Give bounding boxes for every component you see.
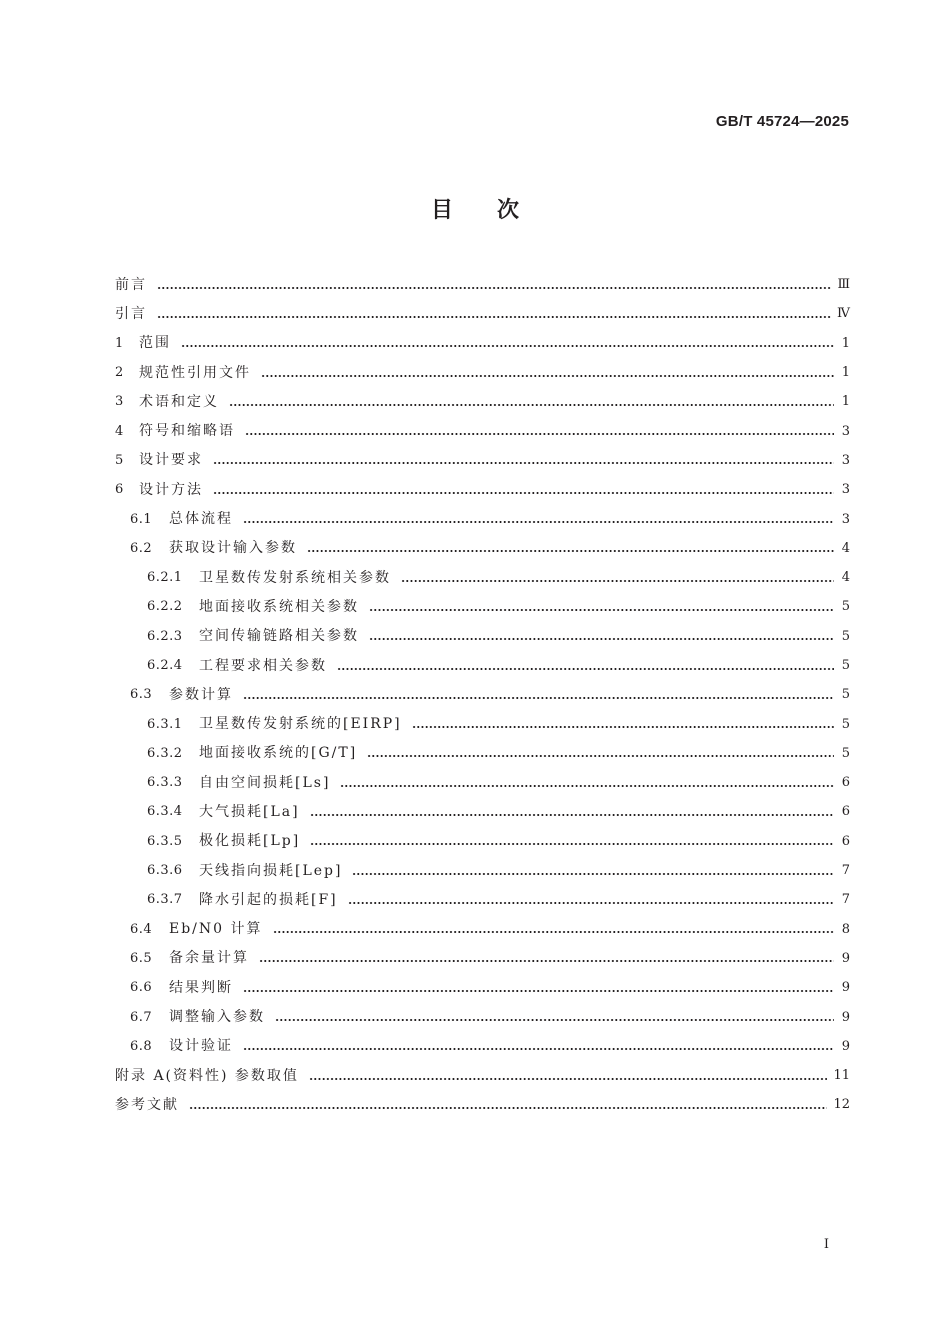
toc-entry-number: 6.3.6 [147, 863, 183, 879]
toc-entry-page: 9 [841, 980, 850, 996]
toc-entry-label: 卫星数传发射系统的[EIRP] [199, 716, 402, 733]
toc-dot-leader [273, 930, 834, 934]
toc-entry[interactable] [115, 446, 850, 475]
toc-entry-number: 6.3.7 [147, 892, 183, 908]
toc-dot-leader [307, 549, 834, 553]
toc-entry-label: 地面接收系统相关参数 [199, 598, 359, 615]
toc-dot-leader [309, 1077, 828, 1081]
toc-entry[interactable] [115, 358, 850, 387]
toc-entry-label: 极化损耗[Lp] [199, 833, 301, 850]
toc-entry-page: 6 [841, 804, 850, 820]
toc-entry-label: 附录 A(资料性) 参数取值 [115, 1067, 299, 1084]
toc-entry-number: 6.2 [130, 540, 153, 556]
toc-entry-page: 5 [841, 687, 850, 703]
toc-entry[interactable] [115, 416, 850, 445]
toc-entry-number: 6.4 [130, 921, 153, 937]
toc-entry-label: 获取设计输入参数 [169, 540, 297, 557]
toc-entry-label: 卫星数传发射系统相关参数 [199, 569, 391, 586]
toc-entry-number: 5 [115, 452, 124, 468]
toc-entry-page: 3 [841, 452, 850, 468]
toc-entry-page: 3 [841, 423, 850, 439]
toc-entry[interactable] [115, 915, 850, 944]
table-of-contents [115, 270, 850, 1120]
toc-entry-label: 引言 [115, 305, 147, 322]
toc-entry[interactable] [115, 797, 850, 826]
toc-entry[interactable] [115, 475, 850, 504]
toc-entry[interactable] [115, 856, 850, 885]
toc-dot-leader [243, 696, 834, 700]
toc-dot-leader [367, 754, 834, 758]
toc-entry-label: 设计验证 [169, 1038, 233, 1055]
toc-dot-leader [189, 1106, 827, 1110]
toc-entry-page: 9 [841, 1009, 850, 1025]
toc-entry-label: 符号和缩略语 [139, 423, 235, 440]
toc-entry-page: 3 [841, 482, 850, 498]
toc-entry[interactable] [115, 534, 850, 563]
page-folio: I [823, 1237, 829, 1252]
toc-entry[interactable] [115, 973, 850, 1002]
toc-entry-label: 术语和定义 [139, 393, 219, 410]
toc-dot-leader [310, 842, 834, 846]
toc-entry-number: 6.6 [130, 980, 153, 996]
toc-entry[interactable] [115, 709, 850, 738]
toc-entry-page: 1 [841, 335, 850, 351]
toc-entry[interactable] [115, 387, 850, 416]
toc-entry-page: 12 [833, 1097, 850, 1113]
page-title: 目次 [430, 198, 563, 223]
toc-entry[interactable] [115, 622, 850, 651]
toc-entry-label: 备余量计算 [169, 950, 249, 967]
toc-entry-number: 6.3.2 [147, 745, 183, 761]
toc-dot-leader [259, 959, 834, 963]
toc-entry-page: 1 [841, 365, 850, 381]
toc-entry-page: 8 [841, 921, 850, 937]
toc-entry-number: 1 [115, 335, 124, 351]
toc-dot-leader [369, 608, 834, 612]
toc-entry-number: 6.8 [130, 1038, 153, 1054]
toc-dot-leader [348, 901, 834, 905]
toc-entry-page: Ⅳ [837, 306, 850, 322]
toc-dot-leader [181, 344, 834, 348]
toc-entry-number: 6 [115, 482, 124, 498]
toc-entry-label: 范围 [139, 335, 171, 352]
toc-entry-page: 9 [841, 950, 850, 966]
toc-entry[interactable] [115, 944, 850, 973]
toc-entry[interactable] [115, 270, 850, 299]
toc-entry[interactable] [115, 504, 850, 533]
toc-dot-leader [245, 432, 834, 436]
toc-entry-number: 6.3.1 [147, 716, 183, 732]
toc-entry-page: 7 [841, 892, 850, 908]
toc-entry-label: Eb/N0 计算 [169, 921, 263, 938]
toc-entry[interactable] [115, 885, 850, 914]
toc-dot-leader [310, 813, 834, 817]
toc-entry-label: 空间传输链路相关参数 [199, 628, 359, 645]
toc-entry[interactable] [115, 299, 850, 328]
toc-entry[interactable] [115, 768, 850, 797]
toc-dot-leader [243, 1047, 834, 1051]
toc-entry-number: 6.2.4 [147, 658, 183, 673]
toc-entry[interactable] [115, 1032, 850, 1061]
toc-entry-label: 总体流程 [169, 511, 233, 528]
toc-entry[interactable] [115, 563, 850, 592]
toc-entry-page: 11 [833, 1068, 850, 1084]
toc-entry-number: 6.3 [130, 687, 153, 703]
toc-entry-number: 6.3.5 [147, 833, 183, 849]
toc-entry-page: 4 [841, 540, 850, 556]
toc-entry-number: 6.2.2 [147, 599, 183, 615]
toc-dot-leader [337, 667, 834, 671]
toc-entry[interactable] [115, 1090, 850, 1119]
toc-entry-number: 3 [115, 394, 124, 410]
toc-entry-page: 5 [841, 658, 850, 673]
toc-entry-label: 调整输入参数 [169, 1009, 265, 1026]
toc-entry-number: 4 [115, 423, 124, 439]
toc-entry-label: 结果判断 [169, 979, 233, 996]
toc-entry[interactable] [115, 592, 850, 621]
toc-entry-page: 4 [841, 570, 850, 586]
toc-entry-number: 6.1 [130, 511, 153, 527]
toc-dot-leader [243, 989, 834, 993]
toc-dot-leader [352, 872, 834, 876]
toc-entry-number: 6.2.1 [147, 570, 183, 586]
toc-entry-page: 5 [841, 628, 850, 644]
toc-dot-leader [157, 286, 831, 290]
toc-entry-label: 前言 [115, 276, 147, 293]
toc-entry-page: 6 [841, 833, 850, 849]
toc-dot-leader [369, 637, 834, 641]
toc-dot-leader [157, 315, 831, 319]
toc-dot-leader [401, 579, 834, 583]
toc-entry-number: 6.7 [130, 1009, 153, 1025]
toc-entry[interactable] [115, 827, 850, 856]
toc-dot-leader [243, 520, 834, 524]
toc-dot-leader [261, 374, 834, 378]
toc-dot-leader [340, 784, 834, 788]
toc-entry-label: 参数计算 [169, 686, 233, 703]
toc-entry-label: 设计要求 [139, 452, 203, 469]
toc-entry-number: 6.5 [130, 950, 153, 966]
toc-entry-number: 6.2.3 [147, 628, 183, 644]
toc-entry[interactable] [115, 680, 850, 709]
toc-entry-label: 大气损耗[La] [199, 803, 300, 820]
toc-entry-label: 降水引起的损耗[F] [199, 891, 338, 908]
toc-entry-page: 9 [841, 1038, 850, 1054]
toc-dot-leader [213, 461, 834, 465]
toc-entry-label: 参考文献 [115, 1096, 179, 1113]
toc-entry-page: 5 [841, 745, 850, 761]
toc-entry-label: 规范性引用文件 [139, 364, 251, 381]
toc-entry[interactable] [115, 329, 850, 358]
toc-dot-leader [229, 403, 834, 407]
toc-entry-label: 设计方法 [139, 481, 203, 498]
toc-entry-label: 自由空间损耗[Ls] [199, 774, 331, 791]
toc-entry-page: 3 [841, 511, 850, 527]
toc-entry[interactable] [115, 651, 850, 680]
toc-entry-label: 天线指向损耗[Lep] [199, 862, 343, 879]
toc-entry-page: 1 [841, 394, 850, 410]
toc-entry-label: 地面接收系统的[G/T] [199, 745, 358, 762]
toc-entry-number: 6.3.4 [147, 804, 183, 820]
toc-entry-label: 工程要求相关参数 [199, 657, 327, 674]
toc-entry-page: 5 [841, 599, 850, 615]
toc-entry-number: 2 [115, 365, 124, 381]
toc-entry-page: 6 [841, 775, 850, 791]
toc-entry[interactable] [115, 1061, 850, 1090]
standard-code: GB/T 45724—2025 [715, 113, 849, 130]
toc-entry-page: 5 [841, 716, 850, 732]
toc-dot-leader [275, 1018, 834, 1022]
toc-dot-leader [213, 491, 834, 495]
toc-entry-page: Ⅲ [837, 277, 850, 293]
toc-entry[interactable] [115, 1002, 850, 1031]
toc-entry-number: 6.3.3 [147, 775, 183, 791]
toc-dot-leader [412, 725, 834, 729]
toc-entry-page: 7 [841, 863, 850, 879]
toc-entry[interactable] [115, 739, 850, 768]
